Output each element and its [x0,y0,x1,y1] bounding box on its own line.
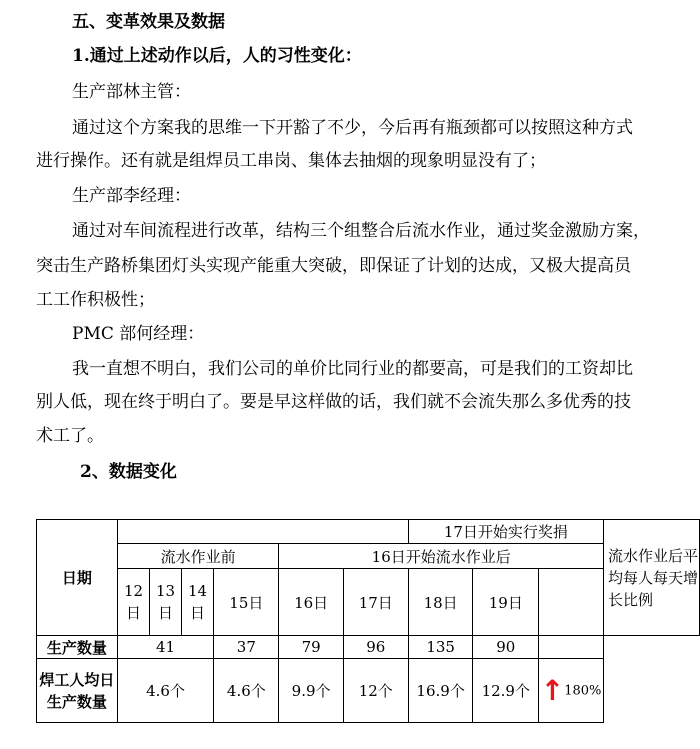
per-welder-12-14: 4.6个 [117,659,213,723]
day-15: 15日 [214,569,279,636]
quote-lin-line1: 通过这个方案我的思维一下开豁了不少，今后再有瓶颈都可以按照这种方式 [72,118,633,138]
day-14-num: 14 [187,582,208,600]
day-18: 18日 [408,569,473,636]
day-17: 17日 [343,569,408,636]
output-17: 96 [343,636,408,659]
header-blank [117,520,408,544]
per-welder-16: 9.9个 [279,659,343,723]
growth-cell [539,659,604,723]
per-welder-19: 12.9个 [473,659,539,723]
quote-li-line1: 通过对车间流程进行改革，结构三个组整合后流水作业，通过奖金激励方案， [72,221,650,241]
quote-he-line1: 我一直想不明白，我们公司的单价比同行业的都要高，可是我们的工资却比 [72,359,633,379]
subsection-title-data: 2、数据变化 [80,462,177,482]
output-16: 79 [279,636,343,659]
data-table [36,519,700,723]
row-per-welder-label-text: 焊工人均日生产数量 [39,670,115,711]
quote-li-line2: 突击生产路桥集团灯头实现产能重大突破，即保证了计划的达成，又极大提高员 [36,256,631,276]
up-arrow-icon: ↑ [540,674,565,707]
growth-value: 180% [564,683,602,699]
header-growth-text: 流水作业后平均每人每天增长比例 [607,546,698,609]
day-19: 19日 [473,569,539,636]
header-after: 16日开始流水作业后 [279,544,604,569]
section-title: 五、变革效果及数据 [72,12,225,32]
header-bonus: 17日开始实行奖捐 [408,520,603,544]
day-16: 16日 [279,569,343,636]
day-13-num: 13 [155,582,176,600]
quote-he-line3: 术工了。 [36,426,104,446]
output-15: 37 [214,636,279,659]
day-13-unit: 日 [158,604,174,622]
row-output-label: 生产数量 [37,636,118,659]
output-growth-blank [539,636,604,659]
output-18: 135 [408,636,473,659]
per-welder-17: 12个 [343,659,408,723]
day-14 [181,569,213,636]
quote-lin-line2: 进行操作。还有就是组焊员工串岗、集体去抽烟的现象明显没有了； [36,151,546,171]
output-12-14: 41 [117,636,213,659]
day-14-unit: 日 [190,604,206,622]
day-12-num: 12 [124,582,144,600]
subsection-title-habits: 1.通过上述动作以后，人的习性变化： [72,46,362,66]
header-growth [603,520,699,636]
quote-he-line2: 别人低，现在终于明白了。要是早这样做的话，我们就不会流失那么多优秀的技 [36,392,631,412]
day-12 [117,569,149,636]
speaker-he: PMC 部何经理： [72,324,205,344]
speaker-lin: 生产部林主管： [72,82,191,102]
row-per-welder-label [37,659,118,723]
day-12-unit: 日 [126,604,142,622]
per-welder-15: 4.6个 [214,659,279,723]
header-date: 日期 [37,520,118,636]
output-19: 90 [473,636,539,659]
header-before: 流水作业前 [117,544,279,569]
speaker-li: 生产部李经理： [72,186,191,206]
day-13 [150,569,182,636]
quote-li-line3: 工工作积极性； [36,290,155,310]
per-welder-18: 16.9个 [408,659,473,723]
